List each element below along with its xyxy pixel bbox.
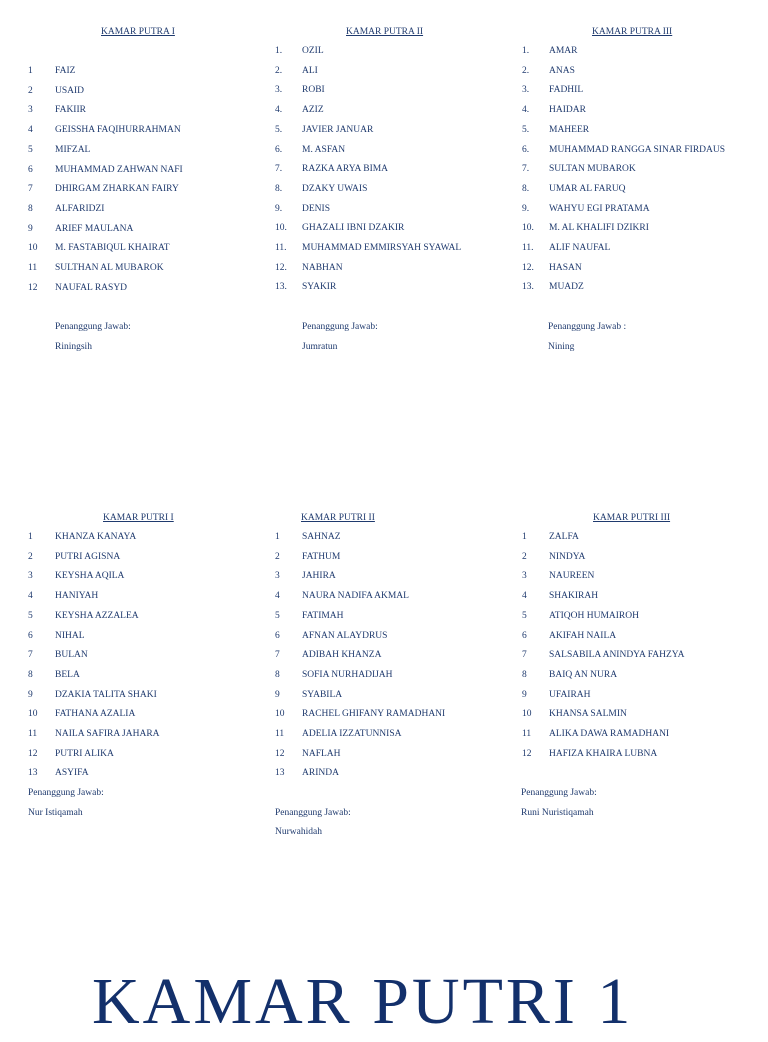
item-number: 7 [522, 650, 527, 661]
item-name: ZALFA [549, 532, 579, 542]
item-name: DENIS [302, 203, 330, 214]
item-number: 5 [522, 610, 527, 621]
item-name: ANAS [549, 65, 575, 76]
item-number: 10 [522, 709, 532, 720]
item-name: HASAN [549, 262, 582, 273]
item-name: UMAR AL FARUQ [549, 183, 626, 194]
item-number: 7 [28, 184, 33, 195]
item-name: FATHANA AZALIA [55, 709, 136, 720]
room-title-putra-1: KAMAR PUTRA I [101, 27, 175, 37]
item-name: MUHAMMAD EMMIRSYAH SYAWAL [302, 243, 462, 253]
item-name: RACHEL GHIFANY RAMADHANI [302, 709, 446, 720]
item-name: UFAIRAH [549, 689, 591, 700]
item-number: 4. [275, 105, 283, 116]
item-number: 3 [522, 571, 527, 582]
item-name: ADELIA IZZATUNNISA [302, 729, 402, 739]
item-number: 2 [28, 85, 33, 96]
item-name: NINDYA [549, 551, 586, 562]
item-number: 2. [275, 65, 283, 76]
item-number: 2 [28, 551, 33, 562]
item-number: 4 [28, 591, 33, 602]
item-name: AMAR [549, 46, 578, 56]
item-number: 8 [28, 203, 33, 214]
responsible-name: Jumratun [302, 342, 338, 352]
item-number: 8 [28, 669, 33, 680]
item-name: ROBI [302, 85, 325, 96]
item-number: 8 [522, 669, 527, 680]
item-number: 12 [275, 748, 285, 759]
item-number: 11 [522, 729, 532, 739]
item-name: ASYIFA [55, 768, 89, 779]
item-number: 6 [522, 630, 527, 641]
item-name: BAIQ AN NURA [549, 669, 618, 680]
item-number: 4 [522, 591, 527, 602]
item-number: 5. [522, 124, 530, 135]
item-name: HAFIZA KHAIRA LUBNA [549, 748, 658, 759]
item-name: M. ASFAN [302, 144, 346, 155]
item-number: 8 [275, 669, 280, 680]
item-number: 6. [275, 144, 283, 155]
item-name: FAIZ [55, 66, 76, 76]
item-number: 7. [522, 164, 530, 175]
item-name: M. FASTABIQUL KHAIRAT [55, 243, 170, 254]
item-number: 9. [275, 203, 283, 214]
room-title-putra-2: KAMAR PUTRA II [346, 27, 424, 37]
item-name: NAILA SAFIRA JAHARA [55, 729, 160, 739]
item-name: MUADZ [549, 282, 584, 293]
responsible-label: Penanggung Jawab: [521, 788, 597, 798]
item-name: KEYSHA AQILA [55, 571, 125, 582]
item-number: 3. [275, 85, 283, 96]
item-name: USAID [55, 85, 85, 96]
responsible-name: Nining [548, 342, 575, 352]
item-name: ARINDA [302, 768, 339, 779]
item-name: JAVIER JANUAR [302, 124, 374, 135]
item-name: HAIDAR [549, 105, 586, 116]
big-page-title: KAMAR PUTRI 1 [92, 965, 634, 1038]
item-name: SULTAN MUBAROK [549, 164, 636, 175]
item-number: 1. [275, 46, 283, 56]
responsible-name: Runi Nuristiqamah [521, 808, 594, 818]
item-number: 2 [275, 551, 280, 562]
item-name: NAURA NADIFA AKMAL [302, 591, 409, 602]
item-name: AZIZ [302, 105, 324, 116]
item-number: 4. [522, 105, 530, 116]
item-number: 8. [522, 183, 530, 194]
item-number: 12 [28, 282, 38, 293]
item-name: SOFIA NURHADIJAH [302, 669, 393, 680]
item-name: FATHUM [302, 551, 341, 562]
item-number: 1. [522, 46, 530, 56]
responsible-name: Nur Istiqamah [28, 808, 83, 818]
item-number: 11 [28, 729, 38, 739]
item-name: BELA [55, 669, 80, 680]
item-number: 13 [275, 768, 285, 779]
item-name: SALSABILA ANINDYA FAHZYA [549, 650, 685, 661]
item-name: FADHIL [549, 85, 584, 96]
item-number: 3 [275, 571, 280, 582]
item-name: DZAKY UWAIS [302, 183, 368, 194]
item-name: FAKIIR [55, 105, 86, 116]
item-number: 5 [275, 610, 280, 621]
responsible-label: Penanggung Jawab: [302, 322, 378, 332]
item-number: 11. [522, 243, 534, 253]
item-number: 12 [28, 748, 38, 759]
item-number: 6 [28, 164, 33, 175]
responsible-label: Penanggung Jawab : [548, 322, 627, 332]
item-number: 12 [522, 748, 532, 759]
item-name: ATIQOH HUMAIROH [549, 610, 639, 621]
item-name: RAZKA ARYA BIMA [302, 164, 389, 175]
item-number: 10 [28, 243, 38, 254]
item-number: 9 [522, 689, 527, 700]
item-number: 10 [28, 709, 38, 720]
item-name: NABHAN [302, 262, 343, 273]
item-name: HANIYAH [55, 591, 99, 602]
item-name: NAUREEN [549, 571, 595, 582]
item-number: 3 [28, 105, 33, 116]
item-number: 7 [275, 650, 280, 661]
item-number: 9 [28, 223, 33, 234]
item-name: WAHYU EGI PRATAMA [549, 203, 650, 214]
responsible-name: Riningsih [55, 342, 92, 352]
item-number: 1 [28, 66, 33, 76]
item-name: SULTHAN AL MUBAROK [55, 263, 164, 273]
item-name: GHAZALI IBNI DZAKIR [302, 223, 405, 234]
item-number: 9 [275, 689, 280, 700]
item-name: NAUFAL RASYD [55, 282, 128, 293]
item-name: ADIBAH KHANZA [302, 650, 382, 661]
item-name: AFNAN ALAYDRUS [302, 630, 388, 641]
item-name: NIHAL [55, 630, 85, 641]
item-number: 3 [28, 571, 33, 582]
room-title-putri-2: KAMAR PUTRI II [301, 513, 375, 523]
item-number: 4 [28, 125, 33, 136]
item-name: DZAKIA TALITA SHAKI [55, 689, 157, 700]
item-number: 13. [522, 282, 534, 293]
item-name: OZIL [302, 46, 324, 56]
item-number: 13. [275, 282, 287, 293]
item-name: SHAKIRAH [549, 591, 599, 602]
item-number: 9. [522, 203, 530, 214]
item-number: 7 [28, 650, 33, 661]
responsible-label: Penanggung Jawab: [28, 788, 104, 798]
item-number: 6. [522, 144, 530, 155]
item-name: FATIMAH [302, 610, 344, 621]
item-name: ALI [302, 65, 318, 76]
room-title-putra-3: KAMAR PUTRA III [592, 27, 673, 37]
item-number: 1 [28, 532, 33, 542]
item-number: 5. [275, 124, 283, 135]
item-number: 11 [275, 729, 285, 739]
item-name: DHIRGAM ZHARKAN FAIRY [55, 184, 179, 195]
responsible-label: Penanggung Jawab: [55, 322, 131, 332]
item-name: BULAN [55, 650, 88, 661]
item-name: KEYSHA AZZALEA [55, 610, 139, 621]
item-number: 1 [275, 532, 280, 542]
item-number: 2. [522, 65, 530, 76]
item-number: 12. [522, 262, 534, 273]
item-name: ARIEF MAULANA [55, 223, 134, 234]
item-name: PUTRI ALIKA [55, 748, 114, 759]
item-name: M. AL KHALIFI DZIKRI [549, 223, 649, 234]
item-number: 12. [275, 262, 287, 273]
item-name: MAHEER [549, 124, 590, 135]
room-title-putri-3: KAMAR PUTRI III [593, 513, 671, 523]
item-name: GEISSHA FAQIHURRAHMAN [55, 125, 181, 136]
item-number: 9 [28, 689, 33, 700]
item-number: 3. [522, 85, 530, 96]
responsible-name: Nurwahidah [275, 827, 322, 837]
item-name: ALIKA DAWA RAMADHANI [549, 729, 670, 739]
item-name: SYABILA [302, 689, 343, 700]
item-number: 13 [28, 768, 38, 779]
item-name: ALIF NAUFAL [549, 243, 611, 253]
item-number: 5 [28, 610, 33, 621]
item-number: 10. [522, 223, 534, 234]
item-number: 8. [275, 183, 283, 194]
item-number: 5 [28, 144, 33, 155]
item-number: 10 [275, 709, 285, 720]
item-name: PUTRI AGISNA [55, 551, 121, 562]
item-number: 2 [522, 551, 527, 562]
item-number: 6 [28, 630, 33, 641]
item-name: AKIFAH NAILA [549, 630, 617, 641]
item-number: 4 [275, 591, 280, 602]
item-name: NAFLAH [302, 748, 341, 759]
item-name: MUHAMMAD ZAHWAN NAFI [55, 164, 183, 175]
item-name: JAHIRA [302, 571, 336, 582]
item-name: ALFARIDZI [55, 203, 105, 214]
item-number: 11 [28, 263, 38, 273]
item-name: MUHAMMAD RANGGA SINAR FIRDAUS [549, 144, 726, 155]
item-name: SAHNAZ [302, 532, 341, 542]
item-name: KHANSA SALMIN [549, 709, 627, 720]
item-number: 11. [275, 243, 287, 253]
item-name: KHANZA KANAYA [55, 532, 137, 542]
room-title-putri-1: KAMAR PUTRI I [103, 513, 174, 523]
responsible-label: Penanggung Jawab: [275, 808, 351, 818]
item-number: 1 [522, 532, 527, 542]
item-name: SYAKIR [302, 282, 337, 293]
item-number: 6 [275, 630, 280, 641]
item-number: 10. [275, 223, 287, 234]
item-name: MIFZAL [55, 144, 91, 155]
item-number: 7. [275, 164, 283, 175]
